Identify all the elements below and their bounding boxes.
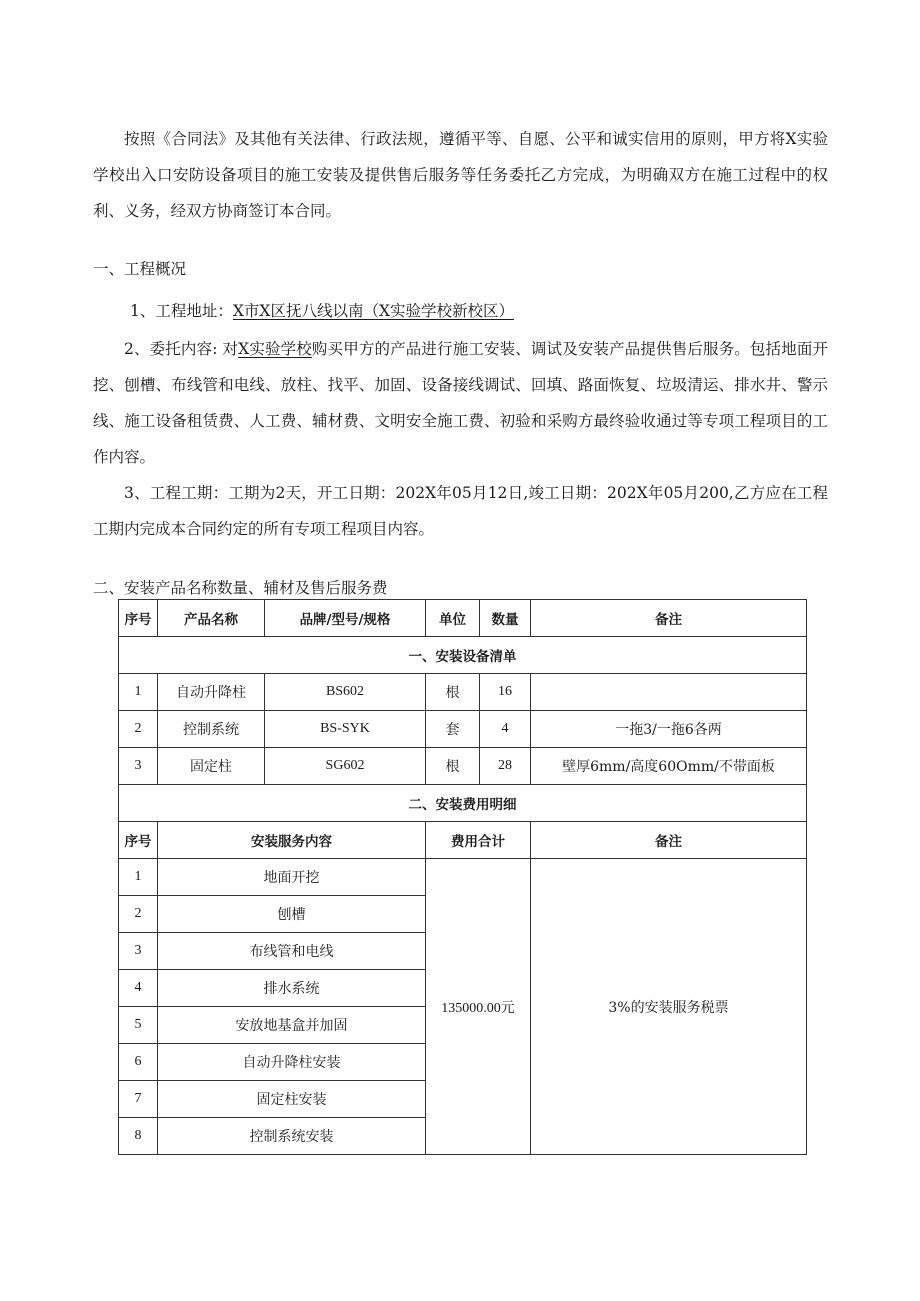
- equip-model: BS602: [265, 674, 426, 711]
- scope-label: 2、委托内容: 对: [124, 340, 239, 358]
- part1-title: 一、安装设备清单: [119, 637, 807, 674]
- fee-header-no: 序号: [119, 822, 158, 859]
- header-no: 序号: [119, 600, 158, 637]
- address-line: [130, 296, 514, 326]
- table-header-row: [119, 600, 807, 637]
- header-name: 产品名称: [158, 600, 265, 637]
- period-paragraph: 3、工程工期：工期为2天，开工日期：202X年05月12日,竣工日期：202X年05月200,乙方应在工程工期内完成本合同约定的所有专项工程项目内容。: [93, 484, 828, 538]
- service-item: 排水系统: [158, 970, 426, 1007]
- equip-qty: 4: [480, 711, 531, 748]
- service-no: 5: [119, 1007, 158, 1044]
- service-no: 6: [119, 1044, 158, 1081]
- equip-model: SG602: [265, 748, 426, 785]
- table-row: [119, 748, 807, 785]
- header-unit: 单位: [426, 600, 480, 637]
- service-item: 刨槽: [158, 896, 426, 933]
- header-model: 品牌/型号/规格: [265, 600, 426, 637]
- fee-header-total: 费用合计: [426, 822, 531, 859]
- fee-note: 3%的安装服务税票: [531, 859, 807, 1155]
- service-item: 固定柱安装: [158, 1081, 426, 1118]
- equip-name: 控制系统: [158, 711, 265, 748]
- intro-paragraph: 按照《合同法》及其他有关法律、行政法规，遵循平等、自愿、公平和诚实信用的原则，甲方将X实验学校出入口安防设备项目的施工安装及提供售后服务等任务委托乙方完成，为明确双方在施工过程中的权利、义务，经双方协商签订本合同。: [93, 130, 828, 220]
- equip-note: [531, 674, 807, 711]
- service-no: 3: [119, 933, 158, 970]
- service-no: 1: [119, 859, 158, 896]
- scope-party: X实验学校: [238, 340, 312, 358]
- fee-header-row: [119, 822, 807, 859]
- table-row: [119, 859, 807, 896]
- equip-unit: 套: [426, 711, 480, 748]
- service-no: 7: [119, 1081, 158, 1118]
- equip-no: 2: [119, 711, 158, 748]
- fee-total: 135000.00元: [426, 859, 531, 1155]
- fee-header-note: 备注: [531, 822, 807, 859]
- service-no: 4: [119, 970, 158, 1007]
- header-qty: 数量: [480, 600, 531, 637]
- service-no: 8: [119, 1118, 158, 1155]
- equip-no: 1: [119, 674, 158, 711]
- table-row: [119, 674, 807, 711]
- address-value: X市X区抚八线以南（X实验学校新校区）: [232, 302, 514, 320]
- part2-title-row: [119, 785, 807, 822]
- equip-note: 一拖3/一拖6各两: [531, 711, 807, 748]
- section2-title: 二、安装产品名称数量、辅材及售后服务费: [93, 579, 388, 597]
- equip-note: 壁厚6mm/高度60Omm/不带面板: [531, 748, 807, 785]
- fee-header-item: 安装服务内容: [158, 822, 426, 859]
- service-item: 控制系统安装: [158, 1118, 426, 1155]
- section1-title: 一、工程概况: [93, 260, 187, 278]
- part1-title-row: [119, 637, 807, 674]
- equip-qty: 28: [480, 748, 531, 785]
- equip-unit: 根: [426, 748, 480, 785]
- equip-model: BS-SYK: [265, 711, 426, 748]
- equip-name: 固定柱: [158, 748, 265, 785]
- equip-qty: 16: [480, 674, 531, 711]
- equip-no: 3: [119, 748, 158, 785]
- scope-text: 购买甲方的产品进行施工安装、调试及安装产品提供售后服务。包括地面开挖、刨槽、布线管和电线、放柱、找平、加固、设备接线调试、回填、路面恢复、垃圾清运、排水井、警示线、施工设备租赁费、人工费、辅材费、文明安全施工费、初验和采购方最终验收通过等专项工程项目的工作内容。: [93, 340, 828, 466]
- table-row: [119, 711, 807, 748]
- scope-paragraph: [93, 331, 828, 475]
- service-item: 地面开挖: [158, 859, 426, 896]
- service-item: 安放地基盒并加固: [158, 1007, 426, 1044]
- contract-table: [118, 599, 807, 1155]
- equip-unit: 根: [426, 674, 480, 711]
- equip-name: 自动升降柱: [158, 674, 265, 711]
- header-note: 备注: [531, 600, 807, 637]
- service-item: 布线管和电线: [158, 933, 426, 970]
- part2-title: 二、安装费用明细: [119, 785, 807, 822]
- service-no: 2: [119, 896, 158, 933]
- address-label: 1、工程地址：: [130, 302, 233, 320]
- service-item: 自动升降柱安装: [158, 1044, 426, 1081]
